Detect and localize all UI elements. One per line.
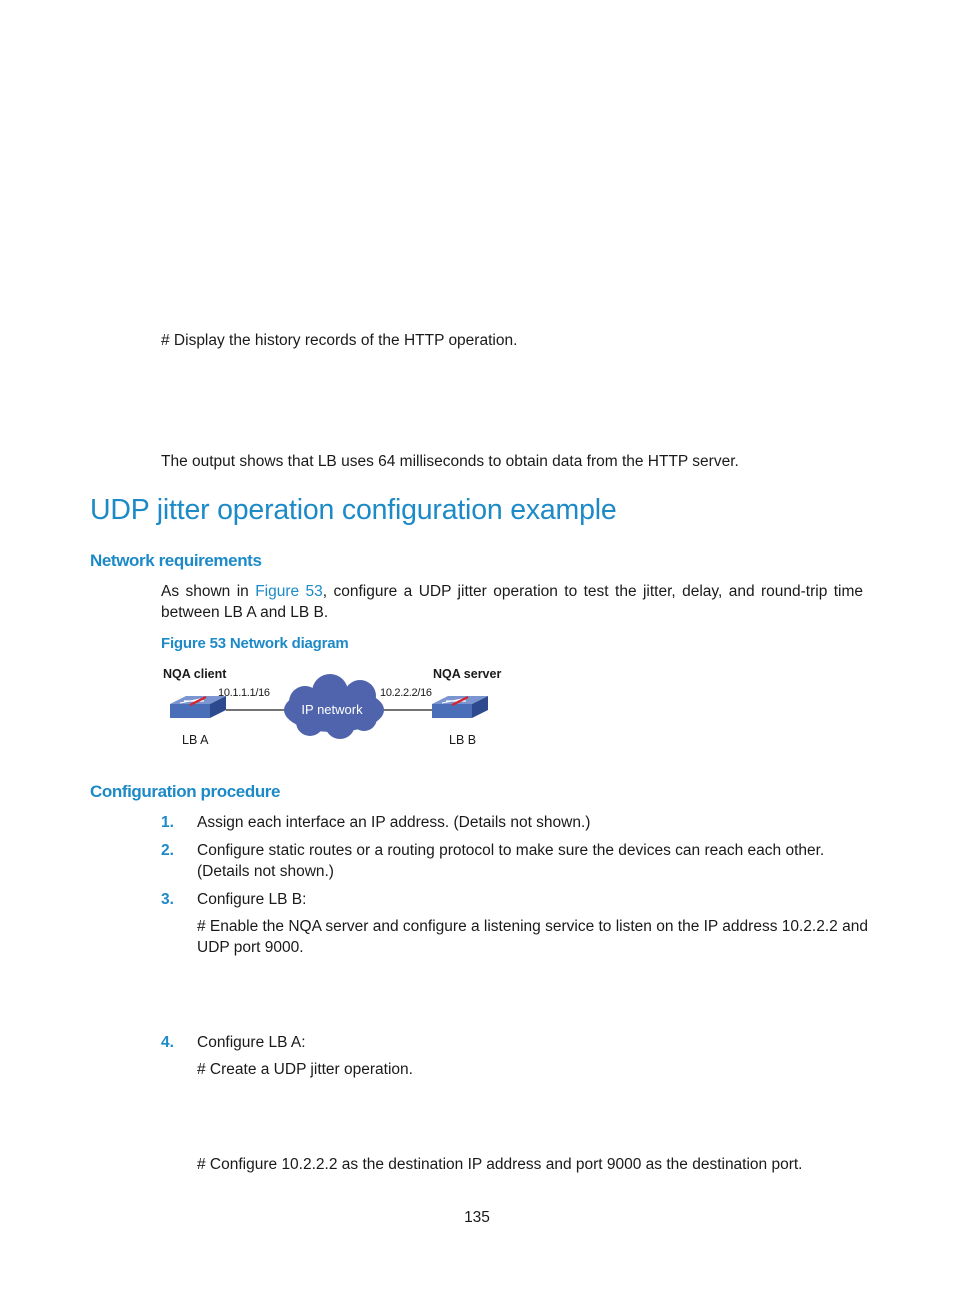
device-a-label: LB A: [182, 733, 209, 747]
network-requirements-paragraph: [161, 583, 863, 601]
server-ip-label: 10.2.2.2/16: [380, 687, 432, 699]
step-number: 2.: [161, 842, 174, 859]
step-text: Configure static routes or a routing protocol to make sure the devices can reach each other.: [197, 842, 825, 859]
output-note-text: The output shows that LB uses 64 milliseconds to obtain data from the HTTP server.: [161, 453, 739, 470]
step-substep: # Create a UDP jitter operation.: [197, 1061, 413, 1078]
step-text-continued: (Details not shown.): [197, 863, 334, 880]
lb-b-device-icon: [432, 696, 488, 718]
section-title: UDP jitter operation configuration example: [90, 494, 617, 526]
page-number: 135: [464, 1209, 490, 1226]
nqa-server-label: NQA server: [433, 667, 502, 681]
step-text: Configure LB A:: [197, 1034, 306, 1051]
step-number: 1.: [161, 814, 174, 831]
step-text: Configure LB B:: [197, 891, 307, 908]
step-text: Assign each interface an IP address. (Details not shown.): [197, 814, 591, 831]
step-number: 3.: [161, 891, 174, 908]
figure-caption: Figure 53 Network diagram: [161, 635, 349, 652]
net-req-post: , configure a UDP jitter operation to test the jitter, delay, and round-trip time: [322, 583, 864, 600]
step-substep-continued: UDP port 9000.: [197, 939, 304, 956]
network-requirements-heading: Network requirements: [90, 551, 262, 570]
device-b-label: LB B: [449, 733, 477, 747]
step-substep: # Enable the NQA server and configure a listening service to listen on the IP address 10.2.2.2 and: [197, 918, 868, 935]
display-history-text: # Display the history records of the HTTP operation.: [161, 332, 518, 349]
configuration-procedure-heading: Configuration procedure: [90, 782, 281, 801]
lb-a-device-icon: [170, 696, 226, 718]
step-substep: # Configure 10.2.2.2 as the destination IP address and port 9000 as the destination port.: [197, 1156, 803, 1173]
net-req-pre: As shown in: [161, 583, 249, 600]
nqa-client-label: NQA client: [163, 667, 227, 681]
net-req-line2: between LB A and LB B.: [161, 604, 329, 621]
figure-53-link[interactable]: Figure 53: [255, 583, 323, 600]
client-ip-label: 10.1.1.1/16: [218, 687, 270, 699]
step-number: 4.: [161, 1034, 174, 1051]
cloud-label: IP network: [301, 702, 363, 717]
